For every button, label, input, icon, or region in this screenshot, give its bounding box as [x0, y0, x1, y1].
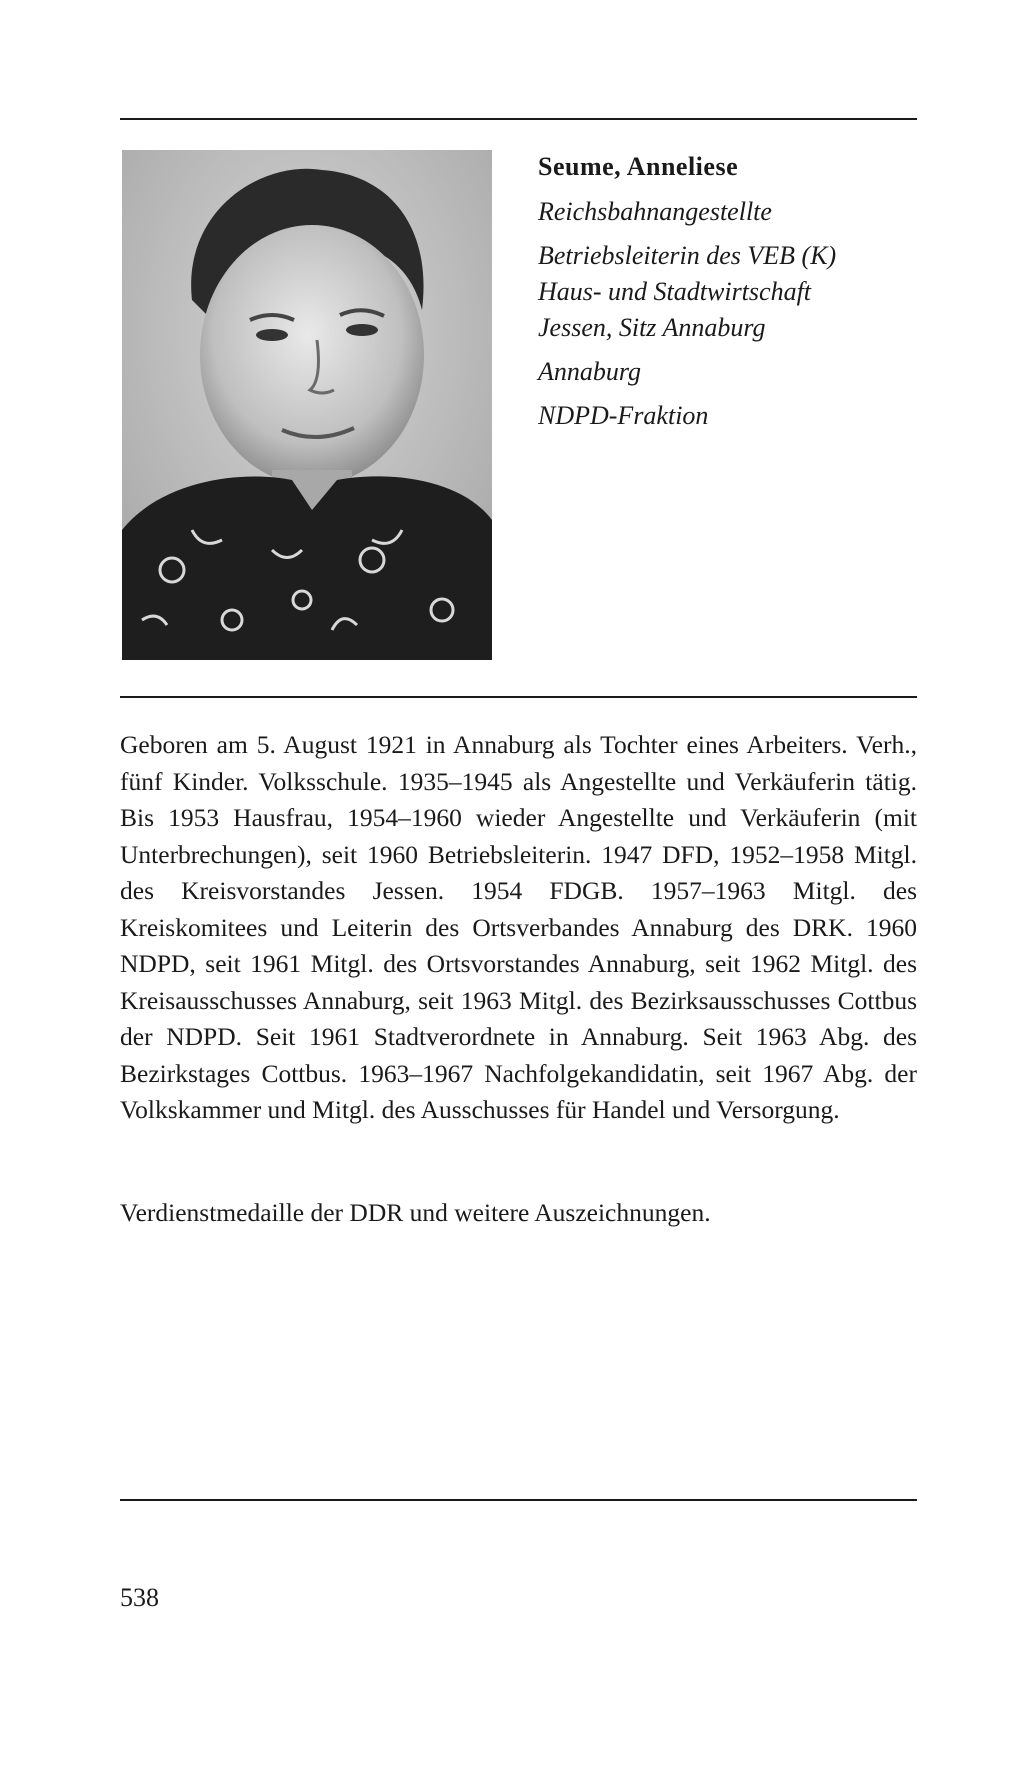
page-number: 538 [120, 1583, 159, 1612]
faction: NDPD-Fraktion [538, 401, 709, 430]
middle-rule [120, 696, 917, 698]
portrait-image [122, 150, 492, 660]
biography-text: Geboren am 5. August 1921 in Annaburg als Tochter eines Arbeiters. Verh., fünf Kinder. Volksschule. 1935–1945 als Angestellte und Verkäuferin tätig. Bis 1953 Hausfrau, 1954–1960 wieder Angestellte und Verkäuferin (mit Unterbrechungen), seit 1960 Betriebsleiterin. 1947 DFD, 1952–1958 Mitgl. des Kreisvorstandes Jessen. 1954 FDGB. 1957–1963 Mitgl. des Kreiskomitees und Leiterin des Ortsverbandes Annaburg des DRK. 1960 NDPD, seit 1961 Mitgl. des Ortsvorstandes Annaburg, seit 1962 Mitgl. des Kreisausschusses Annaburg, seit 1963 Mitgl. des Bezirksausschusses Cottbus der NDPD. Seit 1961 Stadtverordnete in Annaburg. Seit 1963 Abg. des Bezirkstages Cottbus. 1963–1967 Nachfolgekandidatin, seit 1967 Abg. der Volkskammer und Mitgl. des Ausschusses für Handel und Versorgung. [120, 730, 917, 1124]
portrait-photo [122, 150, 492, 660]
entry-header [538, 150, 918, 434]
person-name: Seume, Anneliese [538, 152, 739, 181]
position-line-2: Haus- und Stadtwirtschaft [538, 277, 812, 306]
footer-rule [120, 1499, 917, 1501]
profession: Reichsbahnangestellte [538, 197, 772, 226]
position-line-3: Jessen, Sitz Annaburg [538, 313, 766, 342]
top-rule [120, 118, 917, 120]
awards-text: Verdienstmedaille der DDR und weitere Auszeichnungen. [120, 1198, 711, 1227]
position-line-1: Betriebsleiterin des VEB (K) [538, 241, 837, 270]
residence: Annaburg [538, 357, 642, 386]
